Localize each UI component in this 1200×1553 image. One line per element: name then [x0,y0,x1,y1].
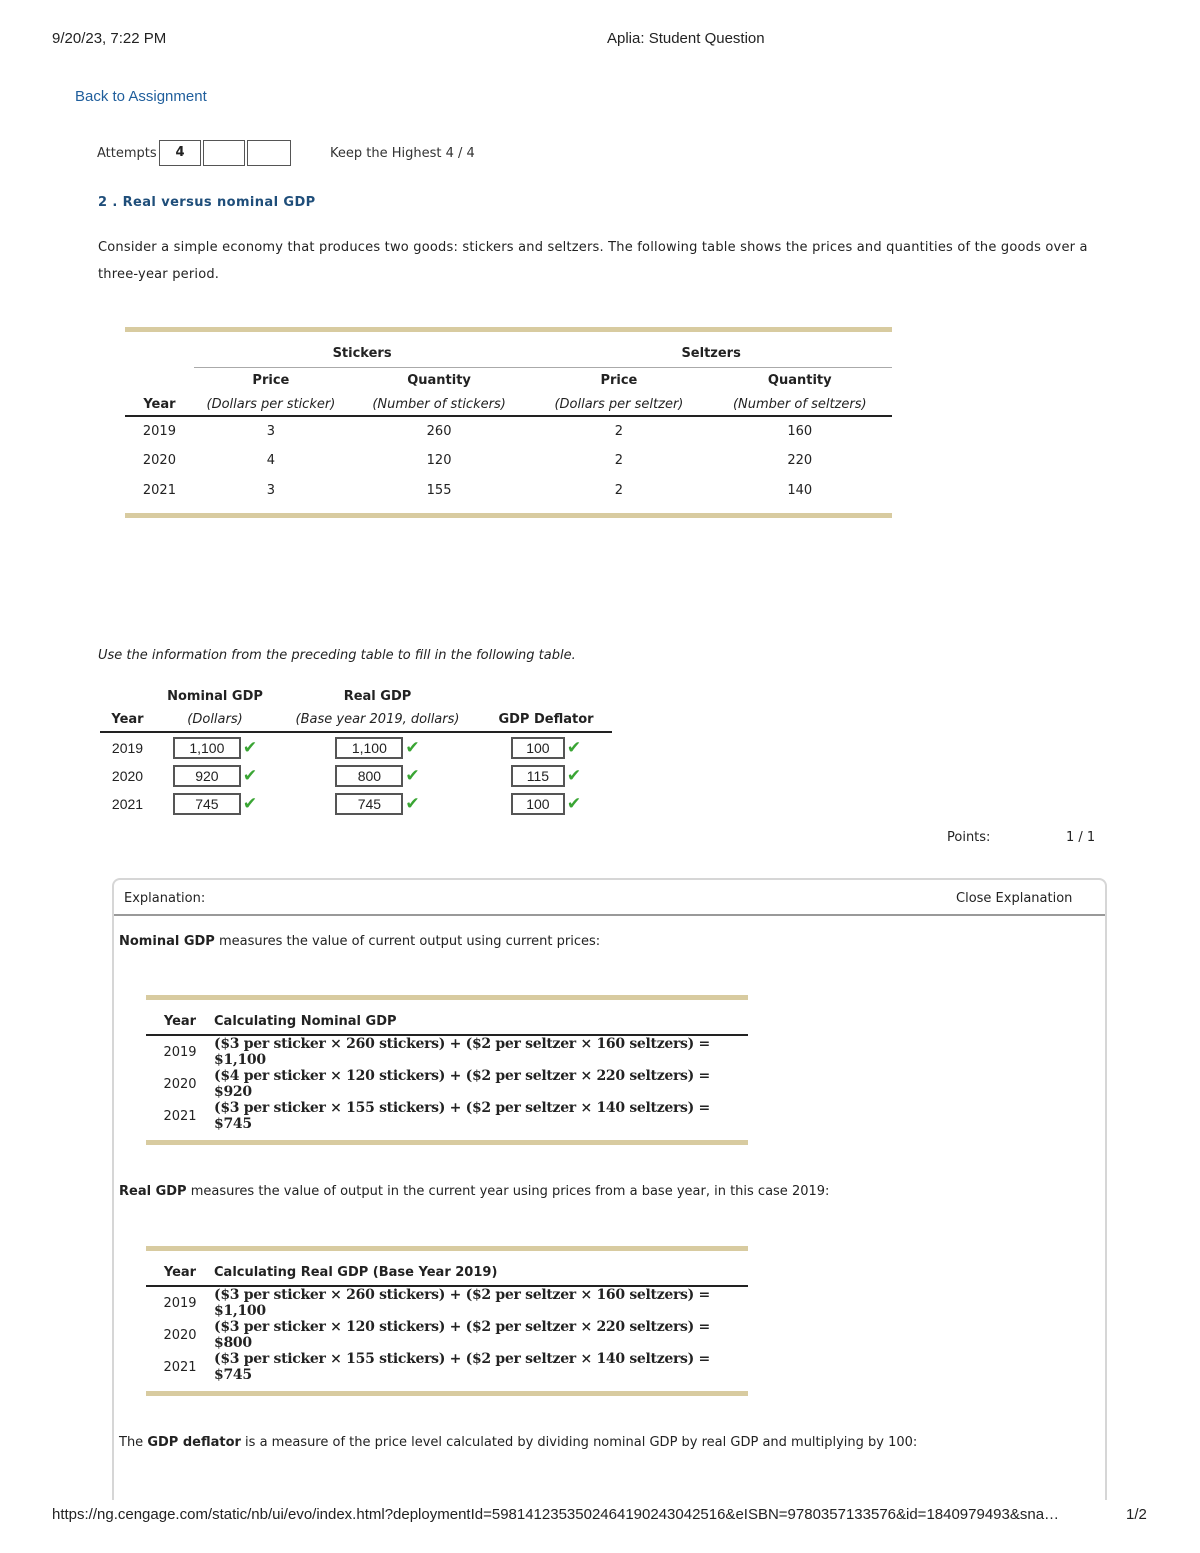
nominal-calc-table [146,995,748,1145]
points-label: Points: [947,830,991,845]
goods-table [125,327,892,518]
check-icon: ✔ [566,737,582,758]
calc-cell: ($3 per sticker × 260 stickers) + ($2 per seltzer × 160 seltzers) = $1,100 [214,1036,710,1068]
real-gdp-input[interactable] [335,793,403,815]
seltzer-quantity-cell: 160 [787,424,813,439]
question-title: 2 . Real versus nominal GDP [98,195,316,210]
gdp-deflator-header: GDP Deflator [498,712,594,727]
gdp-deflator-input[interactable] [511,737,565,759]
nominal-gdp-text: measures the value of current output using current prices: [214,934,601,949]
attempts-boxes [159,140,291,166]
nominal-gdp-input[interactable] [173,765,241,787]
year-cell: 2019 [111,739,144,756]
stickers-group-header: Stickers [194,340,530,367]
table-row [125,416,892,446]
year-cell: 2021 [111,796,144,812]
table-top-rule [146,1246,748,1251]
nominal-gdp-header: Nominal GDP [167,688,263,704]
check-icon: ✔ [566,794,582,814]
year-cell: 2021 [163,1108,197,1124]
check-icon: ✔ [405,794,420,814]
gdp-deflator-term: GDP deflator [147,1435,241,1450]
sticker-price-cell: 3 [266,482,276,498]
intro-line: Consider a simple economy that produces two goods: stickers and seltzers. The following table shows the prices and quantities of the goods over a [98,240,1088,255]
calc-cell: ($3 per sticker × 155 stickers) + ($2 per seltzer × 140 seltzers) = $745 [214,1351,710,1383]
table-row [125,446,892,475]
calc-cell: ($3 per sticker × 260 stickers) + ($2 per seltzer × 160 seltzers) = $1,100 [214,1287,710,1319]
year-cell: 2021 [163,1359,197,1375]
table-row [146,1035,748,1068]
check-icon: ✔ [566,766,582,786]
table-top-rule [146,995,748,1000]
seltzer-quantity-header: Quantity [767,373,832,389]
year-cell: 2021 [142,482,176,498]
table-row [146,1068,748,1100]
year-cell: 2020 [163,1327,197,1343]
print-page-number: 1/2 [1126,1506,1147,1523]
explanation-header [114,880,1105,916]
calc-header: Calculating Real GDP (Base Year 2019) [214,1265,498,1280]
year-header: Year [111,712,144,727]
real-calc-table [146,1246,748,1396]
print-datetime: 9/20/23, 7:22 PM [52,30,167,47]
answer-table [100,684,612,818]
table-row [146,1100,748,1132]
print-footer-url: https://ng.cengage.com/static/nb/ui/evo/index.html?deploymentId=5981412353502464190243042516&eISBN=9780357133576&id=1840979493&sna… [52,1506,1060,1523]
year-header: Year [143,397,176,412]
table-row [100,790,612,818]
table-row [146,1319,748,1351]
seltzer-quantity-cell: 220 [787,453,813,468]
attempt-box: 4 [159,140,201,166]
year-cell: 2020 [111,768,144,784]
intro-line: three-year period. [98,267,220,282]
seltzer-quantity-cell: 140 [787,482,813,498]
table-bottom-rule [125,513,892,518]
calc-header: Calculating Nominal GDP [214,1014,397,1029]
seltzer-price-cell: 2 [614,424,624,439]
seltzers-group-header: Seltzers [530,340,892,367]
year-cell: 2020 [142,453,176,468]
sticker-price-cell: 3 [266,424,276,439]
print-footer [0,1500,1200,1553]
check-icon: ✔ [242,794,258,814]
year-cell: 2019 [142,424,176,439]
check-icon: ✔ [242,766,258,786]
sticker-quantity-cell: 260 [426,424,452,439]
table-row [100,732,612,762]
deflator-prefix: The [119,1435,148,1450]
attempt-box [203,140,245,166]
explanation-label: Explanation: [124,891,206,906]
print-page-title: Aplia: Student Question [607,30,765,47]
sticker-quantity-header: Quantity [407,373,471,389]
table-bottom-rule [146,1140,748,1145]
calc-cell: ($3 per sticker × 120 stickers) + ($2 per seltzer × 220 seltzers) = $800 [214,1319,710,1351]
real-gdp-input[interactable] [335,765,403,787]
explanation-panel [112,878,1107,1520]
calc-cell: ($4 per sticker × 120 stickers) + ($2 per seltzer × 220 seltzers) = $920 [214,1068,710,1100]
seltzer-price-cell: 2 [614,482,624,498]
attempt-box [247,140,291,166]
nominal-gdp-input[interactable] [173,737,241,759]
sticker-quantity-cell: 155 [426,482,452,498]
calc-cell: ($3 per sticker × 155 stickers) + ($2 per seltzer × 140 seltzers) = $745 [214,1100,710,1132]
table-top-rule [125,327,892,332]
attempts-label: Attempts [97,146,157,161]
real-gdp-text: measures the value of output in the current year using prices from a base year, in this case 2019: [186,1184,830,1199]
seltzer-price-unit: (Dollars per seltzer) [554,397,684,412]
sticker-price-cell: 4 [266,453,276,468]
keep-highest-label: Keep the Highest 4 / 4 [330,146,475,161]
table-bottom-rule [146,1391,748,1396]
table-row [100,762,612,790]
seltzer-price-header: Price [600,373,638,389]
table-row [146,1286,748,1319]
real-gdp-term: Real GDP [119,1184,187,1199]
table-row [125,475,892,505]
year-header: Year [163,1014,197,1029]
nominal-gdp-unit: (Dollars) [187,712,243,727]
gdp-deflator-text: is a measure of the price level calculated by dividing nominal GDP by real GDP and multiplying by 100: [240,1435,918,1450]
real-gdp-explanation [119,1184,829,1199]
seltzer-price-cell: 2 [614,453,624,468]
close-explanation-button[interactable]: Close Explanation [956,891,1073,906]
fill-instruction: Use the information from the preceding table to fill in the following table. [98,648,576,663]
back-to-assignment-link[interactable]: Back to Assignment [75,88,207,105]
sticker-price-unit: (Dollars per sticker) [206,397,336,412]
gdp-deflator-input[interactable] [511,765,565,787]
nominal-gdp-explanation [119,934,600,949]
check-icon: ✔ [405,766,420,786]
question-intro [98,234,1108,288]
year-cell: 2019 [163,1295,197,1311]
check-icon: ✔ [242,737,258,758]
seltzer-quantity-unit: (Number of seltzers) [732,397,867,412]
gdp-deflator-explanation [119,1435,917,1450]
real-gdp-unit: (Base year 2019, dollars) [295,712,460,727]
points-value: 1 / 1 [1066,830,1096,845]
nominal-gdp-input[interactable] [173,793,241,815]
sticker-quantity-unit: (Number of stickers) [372,397,506,412]
year-cell: 2020 [163,1076,197,1092]
sticker-price-header: Price [252,373,290,389]
nominal-gdp-term: Nominal GDP [119,934,215,949]
real-gdp-input[interactable] [335,737,403,759]
sticker-quantity-cell: 120 [426,453,452,468]
gdp-deflator-input[interactable] [511,793,565,815]
real-gdp-header: Real GDP [343,688,412,704]
year-header: Year [163,1265,197,1280]
year-cell: 2019 [163,1044,197,1060]
table-row [146,1351,748,1383]
check-icon: ✔ [405,737,420,758]
